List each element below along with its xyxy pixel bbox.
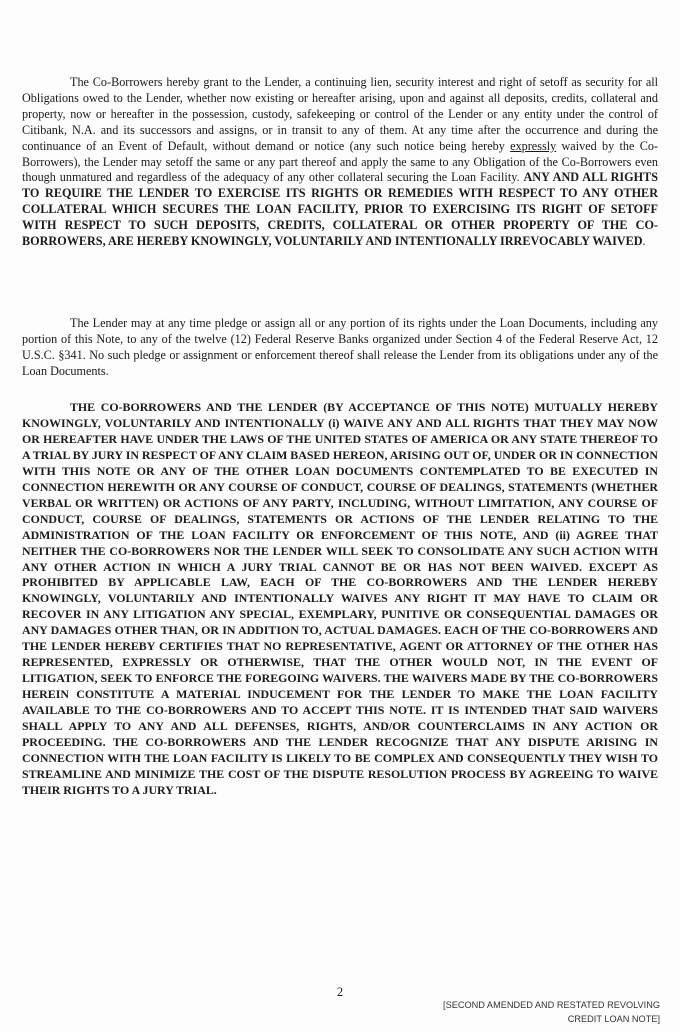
footer-label-line-2: CREDIT LOAN NOTE]: [567, 1014, 660, 1024]
setoff-text-end: .: [642, 234, 646, 249]
underlined-word: expressly: [510, 138, 557, 153]
setoff-text-part-b: waived by the Co-Borrowers), the Lender may setoff the same or any part thereof and apply the same to any Obligation of the Co-Borrowers even though unmatured and regardless of the adequacy of any other collateral securing the Loan Facility.: [22, 138, 658, 185]
setoff-text-part-a: The Co-Borrowers hereby grant to the Lender, a continuing lien, security interest and right of setoff as security for all Obligations owed to the Lender, whether now existing or hereafter arising, upon and against all deposits, credits, collateral and property, now or hereafter in the possession, custody, safekeeping or control of the Lender or any entity under the control of Citibank, N.A. and its successors and assigns, or in transit to any of them. At any time after the occurrence and during the continuance of an Event of Default, without demand or notice (any such notice being hereby: [22, 75, 658, 153]
jury-waiver-text: THE CO-BORROWERS AND THE LENDER (BY ACCEPTANCE OF THIS NOTE) MUTUALLY HEREBY KNOWINGLY, VOLUNTARILY AND INTENTIONALLY (i) WAIVE ANY AND ALL RIGHTS THAT THEY MAY NOW OR HEREAFTER HAVE UNDER THE LAWS OF THE UNITED STATES OF AMERICA OR ANY STATE THEREOF TO A TRIAL BY JURY IN RESPECT OF ANY CLAIM BASED HEREON, ARISING OUT OF, UNDER OR IN CONNECTION WITH THIS NOTE OR ANY OF THE OTHER LOAN DOCUMENTS CONTEMPLATED TO BE EXECUTED IN CONNECTION HEREWITH OR ANY COURSE OF CONDUCT, COURSE OF DEALINGS, STATEMENTS (WHETHER VERBAL OR WRITTEN) OR ACTIONS OF ANY PARTY, INCLUDING, WITHOUT LIMITATION, ANY COURSE OF CONDUCT, COURSE OF DEALINGS, STATEMENTS OR ACTIONS OF THE LENDER RELATING TO THE ADMINISTRATION OF THE LOAN FACILITY OR ENFORCEMENT OF THIS NOTE, AND (ii) AGREE THAT NEITHER THE CO-BORROWERS NOR THE LENDER WILL SEEK TO CONSOLIDATE ANY SUCH ACTION WITH ANY OTHER ACTION IN WHICH A JURY TRIAL CANNOT BE OR HAS NOT BEEN WAIVED. EXCEPT AS PROHIBITED BY APPLICABLE LAW, EACH OF THE CO-BORROWERS AND THE LENDER HEREBY KNOWINGLY, VOLUNTARILY AND INTENTIONALLY WAIVES ANY RIGHT IT MAY HAVE TO CLAIM OR RECOVER IN ANY LITIGATION ANY SPECIAL, EXEMPLARY, PUNITIVE OR CONSEQUENTIAL DAMAGES OR ANY DAMAGES OTHER THAN, OR IN ADDITION TO, ACTUAL DAMAGES. EACH OF THE CO-BORROWERS AND THE LENDER HEREBY CERTIFIES THAT NO REPRESENTATIVE, AGENT OR ATTORNEY OF THE OTHER HAS REPRESENTED, EXPRESSLY OR OTHERWISE, THAT THE OTHER WOULD NOT, IN THE EVENT OF LITIGATION, SEEK TO ENFORCE THE FOREGOING WAIVERS. THE WAIVERS MADE BY THE CO-BORROWERS HEREIN CONSTITUTE A MATERIAL INDUCEMENT FOR THE LENDER TO MAKE THE LOAN FACILITY AVAILABLE TO THE CO-BORROWERS AND TO ACCEPT THIS NOTE. IT IS INTENDED THAT SAID WAIVERS SHALL APPLY TO ANY AND ALL DEFENSES, RIGHTS, AND/OR COUNTERCLAIMS IN ANY ACTION OR PROCEEDING. THE CO-BORROWERS AND THE LENDER RECOGNIZE THAT ANY DISPUTE ARISING IN CONNECTION WITH THE LOAN FACILITY IS LIKELY TO BE COMPLEX AND CONSEQUENTLY THEY WISH TO STREAMLINE AND MINIMIZE THE COST OF THE DISPUTE RESOLUTION PROCESS BY AGREEING TO WAIVE THEIR RIGHTS TO A JURY TRIAL.: [22, 400, 658, 797]
page-number: 2: [336, 985, 344, 999]
document-footer-label: [390, 998, 660, 1026]
setoff-waiver-bold: ANY AND ALL RIGHTS TO REQUIRE THE LENDER TO EXERCISE ITS RIGHTS OR REMEDIES WITH RESPECT TO ANY OTHER COLLATERAL WHICH SECURES THE LOAN FACILITY, PRIOR TO EXERCISING ITS RIGHT OF SETOFF WITH RESPECT TO SUCH DEPOSITS, CREDITS, COLLATERAL OR OTHER PROPERTY OF THE CO-BORROWERS, ARE HEREBY KNOWINGLY, VOLUNTARILY AND INTENTIONALLY IRREVOCABLY WAIVED: [22, 170, 658, 249]
pledge-text: The Lender may at any time pledge or assign all or any portion of its rights under the Loan Documents, including any portion of this Note, to any of the twelve (12) Federal Reserve Banks organized under Section 4 of the Federal Reserve Act, 12 U.S.C. §341. No such pledge or assignment or enforcement thereof shall release the Lender from its obligations under any of the Loan Documents.: [22, 316, 658, 378]
pledge-paragraph: [22, 316, 658, 380]
jury-waiver-paragraph: [22, 400, 658, 799]
footer-label-line-1: [SECOND AMENDED AND RESTATED REVOLVING: [443, 1000, 660, 1010]
setoff-paragraph: [22, 75, 658, 250]
